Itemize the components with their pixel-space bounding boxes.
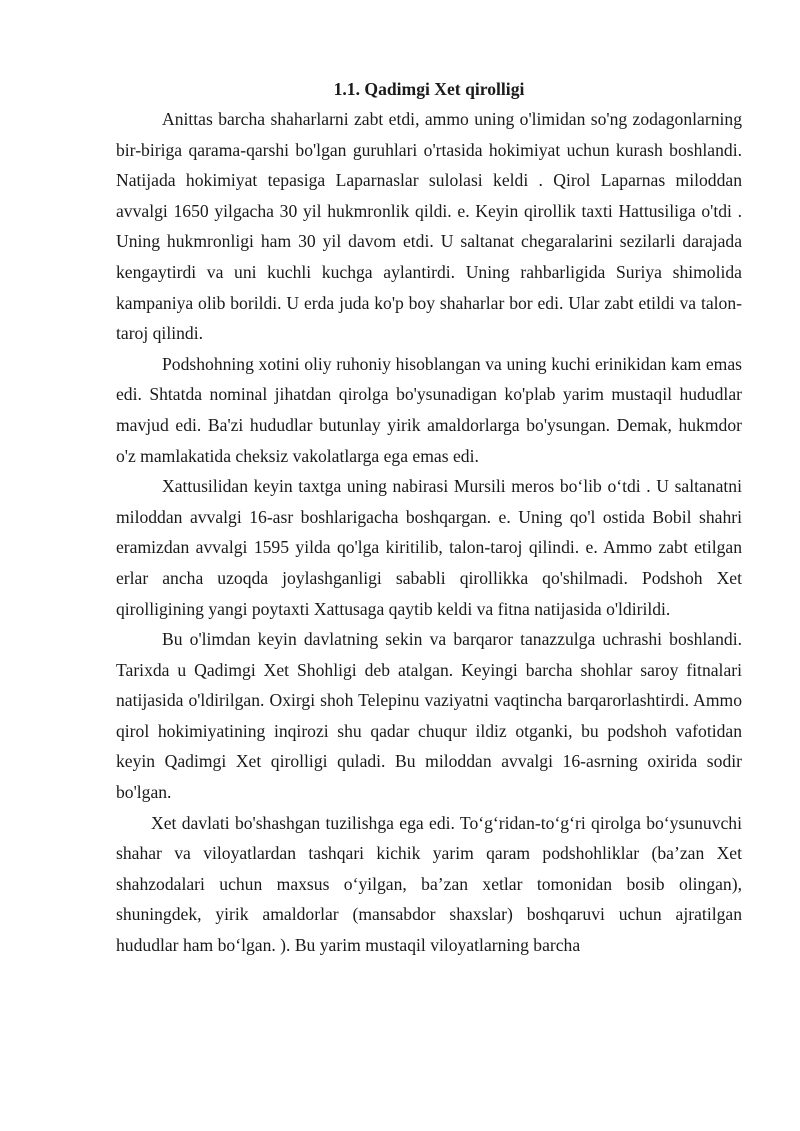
paragraph-1: Anittas barcha shaharlarni zabt etdi, ammo uning o'limidan so'ng zodagonlarning bir-biriga qarama-qarshi bo'lgan guruhlari o'rtasida hokimiyat uchun kurash boshlandi. Natijada hokimiyat tepasiga Laparnaslar sulolasi keldi . Qirol Laparnas miloddan avvalgi 1650 yilgacha 30 yil hukmronlik qildi. e. Keyin qirollik taxti Hattusiliga o'tdi . Uning hukmronligi ham 30 yil davom etdi. U saltanat chegaralarini sezilarli darajada kengaytirdi va uni kuchli kuchga aylantirdi. Uning rahbarligida Suriya shimolida kampaniya olib borildi. U erda juda ko'p boy shaharlar bor edi. Ular zabt etildi va talon-taroj qilindi. bbox=[116, 109, 742, 344]
document-page bbox=[116, 74, 742, 961]
section-title: 1.1. Qadimgi Xet qirolligi bbox=[333, 79, 525, 99]
paragraph-4: Bu o'limdan keyin davlatning sekin va barqaror tanazzulga uchrashi boshlandi. Tarixda u Qadimgi Xet Shohligi deb atalgan. Keyingi barcha shohlar saroy fitnalari natijasida o'ldirilgan. Oxirgi shoh Telepinu vaziyatni vaqtincha barqarorlashtirdi. Ammo qirol hokimiyatining inqirozi shu qadar chuqur ildiz otganki, bu podshoh vafotidan keyin Qadimgi Xet qirolligi quladi. Bu miloddan avvalgi 16-asrning oxirida sodir bo'lgan. bbox=[116, 629, 742, 803]
paragraph-5: Xet davlati bo'shashgan tuzilishga ega edi. To‘g‘ridan-to‘g‘ri qirolga bo‘ysunuvchi shahar va viloyatlardan tashqari kichik yarim qaram podshohliklar (ba’zan Xet shahzodalari uchun maxsus o‘yilgan, ba’zan xetlar tomonidan bosib olingan), shuningdek, yirik amaldorlar (mansabdor shaxslar) boshqaruvi uchun ajratilgan hududlar ham bo‘lgan. ). Bu yarim mustaqil viloyatlarning barcha bbox=[116, 812, 742, 956]
paragraph-2: Podshohning xotini oliy ruhoniy hisoblangan va uning kuchi erinikidan kam emas edi. Shtatda nominal jihatdan qirolga bo'ysunadigan ko'plab yarim mustaqil hududlar mavjud edi. Ba'zi hududlar butunlay yirik amaldorlarga bo'ysungan. Demak, hukmdor o'z mamlakatida cheksiz vakolatlarga ega emas edi. bbox=[116, 353, 742, 466]
paragraph-3: Xattusilidan keyin taxtga uning nabirasi Mursili meros bo‘lib o‘tdi . U saltanatni miloddan avvalgi 16-asr boshlarigacha boshqargan. e. Uning qo'l ostida Bobil shahri eramizdan avvalgi 1595 yilda qo'lga kiritilib, talon-taroj qilindi. e. Ammo zabt etilgan erlar ancha uzoqda joylashganligi sababli qirollikka qo'shilmadi. Podshoh Xet qirolligining yangi poytaxti Xattusaga qaytib keldi va fitna natijasida o'ldirildi. bbox=[116, 476, 742, 619]
